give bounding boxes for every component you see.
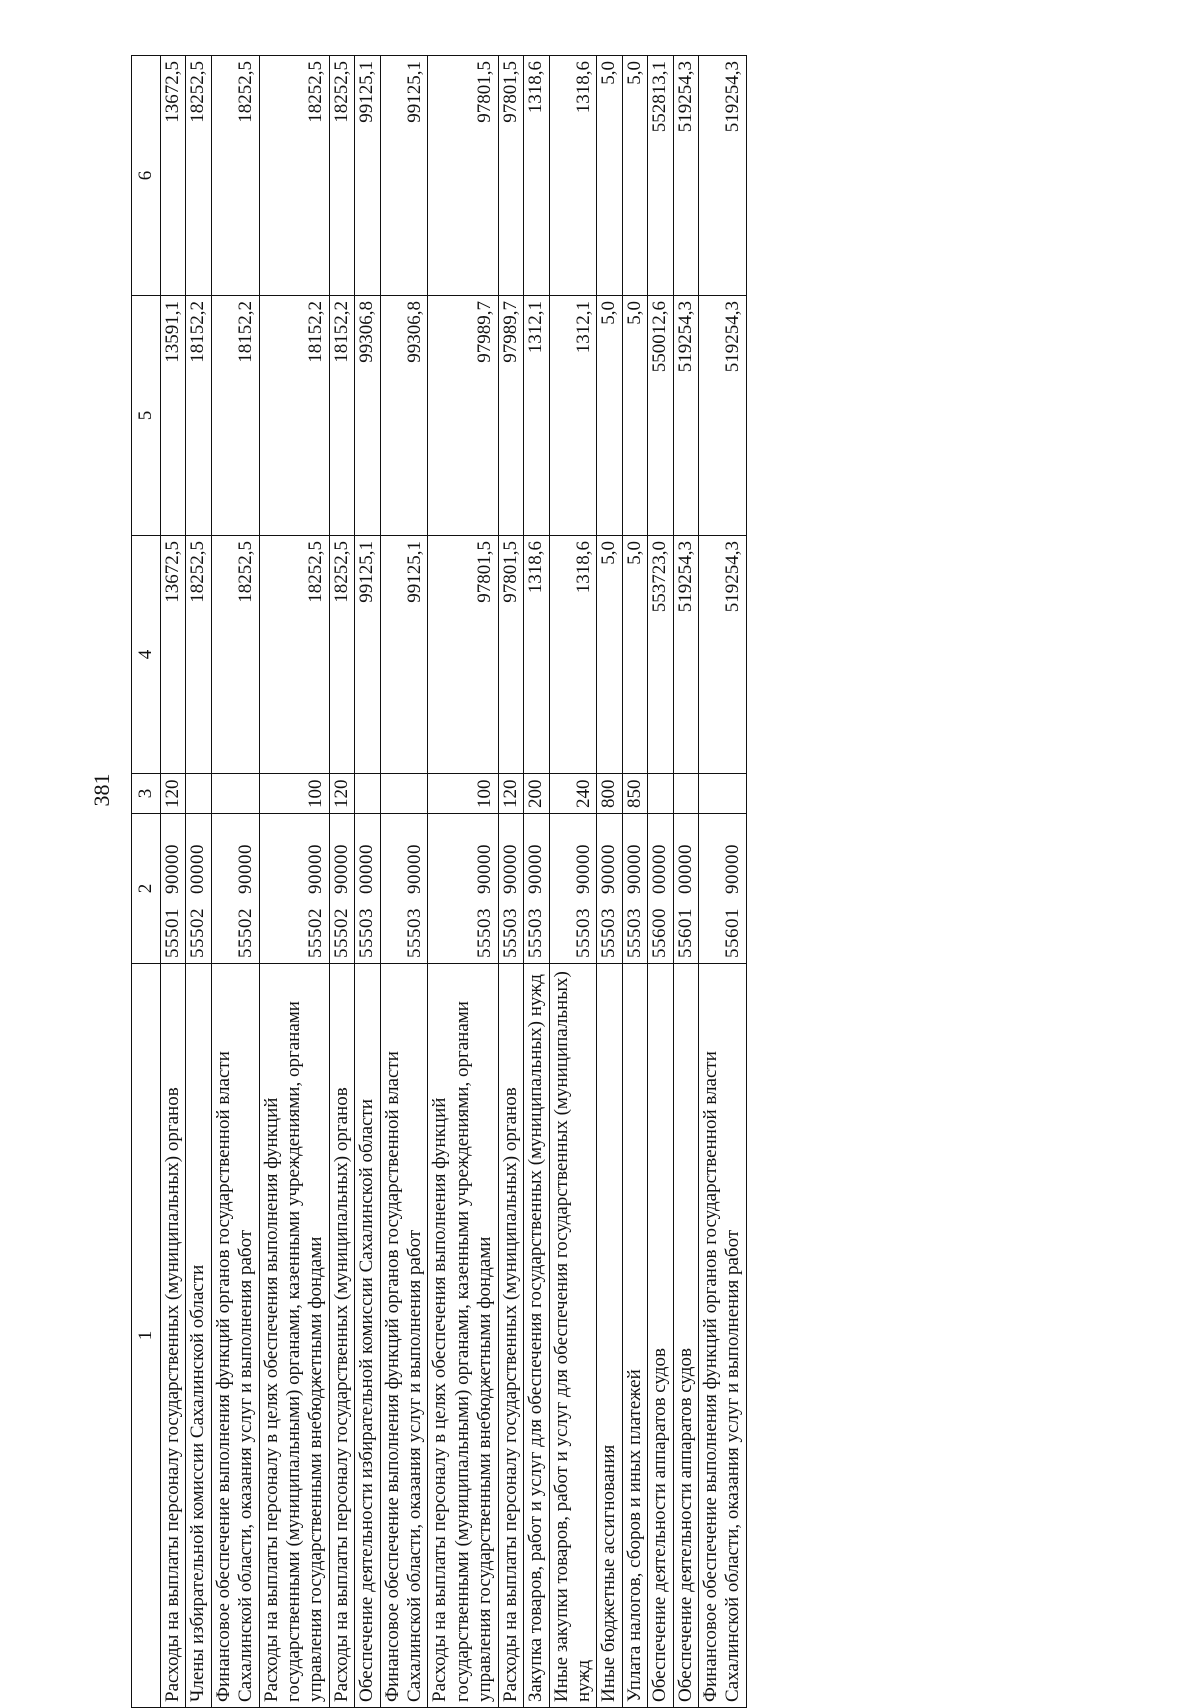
- table-row: [498, 56, 523, 1708]
- row-expense-type-cell: [355, 774, 380, 814]
- row-value-col4: 18252,5: [329, 536, 354, 774]
- table-row: [211, 56, 259, 1708]
- page-number: 381: [89, 773, 114, 807]
- row-code-cell: [380, 814, 428, 964]
- row-value-col5: 550012,6: [648, 296, 673, 536]
- row-value-col6: 1318,6: [549, 56, 597, 296]
- row-value-col6: 1318,6: [524, 56, 549, 296]
- row-value-col6: 13672,5: [161, 56, 186, 296]
- row-code-cell: [597, 814, 622, 964]
- code-part-b: 00000: [649, 844, 671, 894]
- row-name-cell: Иные бюджетные ассигнования: [597, 964, 622, 1708]
- row-expense-type-cell: 120: [498, 774, 523, 814]
- code-part-a: 55503: [499, 908, 521, 958]
- code-part-b: 00000: [356, 844, 378, 894]
- table-row: [186, 56, 211, 1708]
- code-part-b: 90000: [722, 844, 744, 894]
- row-value-col4: 1318,6: [549, 536, 597, 774]
- row-name-cell: Расходы на выплаты персоналу в целях обеспечения выполнения функций государственными (муниципальными) органами, казенными учреждениями, органами управления государственными внебюджетными фондами: [428, 964, 498, 1708]
- row-expense-type-cell: 850: [622, 774, 647, 814]
- header-col-4: 4: [132, 536, 161, 774]
- row-code-cell: [698, 814, 746, 964]
- table-row: [161, 56, 186, 1708]
- row-value-col6: 18252,5: [211, 56, 259, 296]
- row-name-cell: Расходы на выплаты персоналу государственных (муниципальных) органов: [329, 964, 354, 1708]
- row-value-col5: 1312,1: [524, 296, 549, 536]
- row-value-col5: 99306,8: [380, 296, 428, 536]
- row-value-col5: 1312,1: [549, 296, 597, 536]
- row-value-col4: 18252,5: [211, 536, 259, 774]
- code-part-b: 90000: [404, 844, 426, 894]
- row-value-col5: 5,0: [622, 296, 647, 536]
- row-code-cell: [329, 814, 354, 964]
- row-value-col5: 97989,7: [428, 296, 498, 536]
- row-expense-type-cell: 100: [259, 774, 329, 814]
- code-part-a: 55503: [572, 908, 594, 958]
- code-part-b: 90000: [330, 844, 352, 894]
- rotated-table-frame: [131, 56, 1200, 1708]
- table-row: [428, 56, 498, 1708]
- table-row: [259, 56, 329, 1708]
- row-value-col6: 18252,5: [259, 56, 329, 296]
- row-value-col4: 97801,5: [428, 536, 498, 774]
- header-col-5: 5: [132, 296, 161, 536]
- row-value-col4: 5,0: [622, 536, 647, 774]
- table-row: [698, 56, 746, 1708]
- row-value-col6: 97801,5: [428, 56, 498, 296]
- code-part-a: 55503: [356, 908, 378, 958]
- row-name-cell: Финансовое обеспечение выполнения функций органов государственной власти Сахалинской области, оказания услуг и выполнения работ: [211, 964, 259, 1708]
- table-row: [380, 56, 428, 1708]
- row-value-col4: 519254,3: [698, 536, 746, 774]
- row-value-col4: 13672,5: [161, 536, 186, 774]
- row-value-col5: 18152,2: [211, 296, 259, 536]
- row-expense-type-cell: [648, 774, 673, 814]
- code-part-a: 55502: [187, 908, 209, 958]
- code-part-a: 55502: [235, 908, 257, 958]
- row-value-col4: 519254,3: [673, 536, 698, 774]
- row-name-cell: Расходы на выплаты персоналу государственных (муниципальных) органов: [161, 964, 186, 1708]
- code-part-b: 90000: [499, 844, 521, 894]
- row-value-col6: 18252,5: [329, 56, 354, 296]
- table-row: [673, 56, 698, 1708]
- row-value-col6: 5,0: [622, 56, 647, 296]
- code-part-b: 90000: [572, 844, 594, 894]
- code-part-b: 00000: [674, 844, 696, 894]
- row-code-cell: [549, 814, 597, 964]
- row-value-col6: 519254,3: [698, 56, 746, 296]
- row-value-col5: 18152,2: [259, 296, 329, 536]
- code-part-a: 55600: [649, 908, 671, 958]
- header-col-1: 1: [132, 964, 161, 1708]
- row-expense-type-cell: [673, 774, 698, 814]
- row-expense-type-cell: 120: [329, 774, 354, 814]
- table-row: [622, 56, 647, 1708]
- code-part-a: 55503: [598, 908, 620, 958]
- row-value-col4: 1318,6: [524, 536, 549, 774]
- row-value-col6: 5,0: [597, 56, 622, 296]
- row-code-cell: [161, 814, 186, 964]
- row-expense-type-cell: 120: [161, 774, 186, 814]
- table-body: [161, 56, 747, 1708]
- table-row: [329, 56, 354, 1708]
- row-expense-type-cell: 200: [524, 774, 549, 814]
- row-value-col5: 18152,2: [329, 296, 354, 536]
- row-value-col5: 519254,3: [698, 296, 746, 536]
- row-name-cell: Уплата налогов, сборов и иных платежей: [622, 964, 647, 1708]
- row-value-col5: 519254,3: [673, 296, 698, 536]
- row-value-col5: 18152,2: [186, 296, 211, 536]
- code-part-a: 55503: [404, 908, 426, 958]
- row-value-col4: 5,0: [597, 536, 622, 774]
- code-part-b: 90000: [623, 844, 645, 894]
- table-row: [597, 56, 622, 1708]
- row-expense-type-cell: 100: [428, 774, 498, 814]
- row-name-cell: Обеспечение деятельности аппаратов судов: [648, 964, 673, 1708]
- row-value-col4: 18252,5: [186, 536, 211, 774]
- row-expense-type-cell: [380, 774, 428, 814]
- row-code-cell: [186, 814, 211, 964]
- row-name-cell: Финансовое обеспечение выполнения функций органов государственной власти Сахалинской области, оказания услуг и выполнения работ: [698, 964, 746, 1708]
- row-value-col5: 99306,8: [355, 296, 380, 536]
- row-value-col6: 99125,1: [355, 56, 380, 296]
- row-value-col5: 13591,1: [161, 296, 186, 536]
- table-row: [524, 56, 549, 1708]
- row-value-col6: 18252,5: [186, 56, 211, 296]
- header-col-6: 6: [132, 56, 161, 296]
- row-name-cell: Расходы на выплаты персоналу государственных (муниципальных) органов: [498, 964, 523, 1708]
- code-part-a: 55601: [674, 908, 696, 958]
- code-part-b: 90000: [598, 844, 620, 894]
- row-value-col6: 519254,3: [673, 56, 698, 296]
- budget-table: [131, 55, 747, 1708]
- row-name-cell: Члены избирательной комиссии Сахалинской области: [186, 964, 211, 1708]
- row-value-col6: 97801,5: [498, 56, 523, 296]
- row-name-cell: Финансовое обеспечение выполнения функций органов государственной власти Сахалинской области, оказания услуг и выполнения работ: [380, 964, 428, 1708]
- row-value-col4: 553723,0: [648, 536, 673, 774]
- row-value-col6: 552813,1: [648, 56, 673, 296]
- row-name-cell: Обеспечение деятельности аппаратов судов: [673, 964, 698, 1708]
- table-row: [648, 56, 673, 1708]
- code-part-a: 55503: [525, 908, 547, 958]
- row-code-cell: [498, 814, 523, 964]
- row-expense-type-cell: 240: [549, 774, 597, 814]
- row-name-cell: Иные закупки товаров, работ и услуг для обеспечения государственных (муниципальных) нужд: [549, 964, 597, 1708]
- row-value-col4: 99125,1: [355, 536, 380, 774]
- code-part-a: 55601: [722, 908, 744, 958]
- table-row: [355, 56, 380, 1708]
- code-part-a: 55501: [162, 908, 183, 958]
- row-name-cell: Расходы на выплаты персоналу в целях обеспечения выполнения функций государственными (муниципальными) органами, казенными учреждениями, органами управления государственными внебюджетными фондами: [259, 964, 329, 1708]
- row-name-cell: Обеспечение деятельности избирательной комиссии Сахалинской области: [355, 964, 380, 1708]
- row-code-cell: [648, 814, 673, 964]
- row-expense-type-cell: [186, 774, 211, 814]
- row-expense-type-cell: [698, 774, 746, 814]
- row-value-col5: 5,0: [597, 296, 622, 536]
- code-part-a: 55502: [305, 908, 327, 958]
- row-code-cell: [524, 814, 549, 964]
- row-value-col6: 99125,1: [380, 56, 428, 296]
- row-code-cell: [673, 814, 698, 964]
- row-code-cell: [428, 814, 498, 964]
- row-value-col4: 97801,5: [498, 536, 523, 774]
- code-part-a: 55503: [623, 908, 645, 958]
- table-row: [549, 56, 597, 1708]
- code-part-b: 90000: [235, 844, 257, 894]
- header-col-3: 3: [132, 774, 161, 814]
- code-part-a: 55502: [330, 908, 352, 958]
- code-part-b: 90000: [474, 844, 496, 894]
- header-col-2: 2: [132, 814, 161, 964]
- row-expense-type-cell: 800: [597, 774, 622, 814]
- code-part-a: 55503: [474, 908, 496, 958]
- row-value-col5: 97989,7: [498, 296, 523, 536]
- budget-table-container: [131, 56, 1200, 1708]
- row-code-cell: [622, 814, 647, 964]
- row-expense-type-cell: [211, 774, 259, 814]
- table-header-row: [132, 56, 161, 1708]
- code-part-b: 00000: [187, 844, 209, 894]
- row-value-col4: 18252,5: [259, 536, 329, 774]
- row-code-cell: [355, 814, 380, 964]
- row-code-cell: [259, 814, 329, 964]
- row-value-col4: 99125,1: [380, 536, 428, 774]
- row-name-cell: Закупка товаров, работ и услуг для обеспечения государственных (муниципальных) нужд: [524, 964, 549, 1708]
- row-code-cell: [211, 814, 259, 964]
- code-part-b: 90000: [525, 844, 547, 894]
- code-part-b: 90000: [305, 844, 327, 894]
- code-part-b: 90000: [162, 844, 183, 894]
